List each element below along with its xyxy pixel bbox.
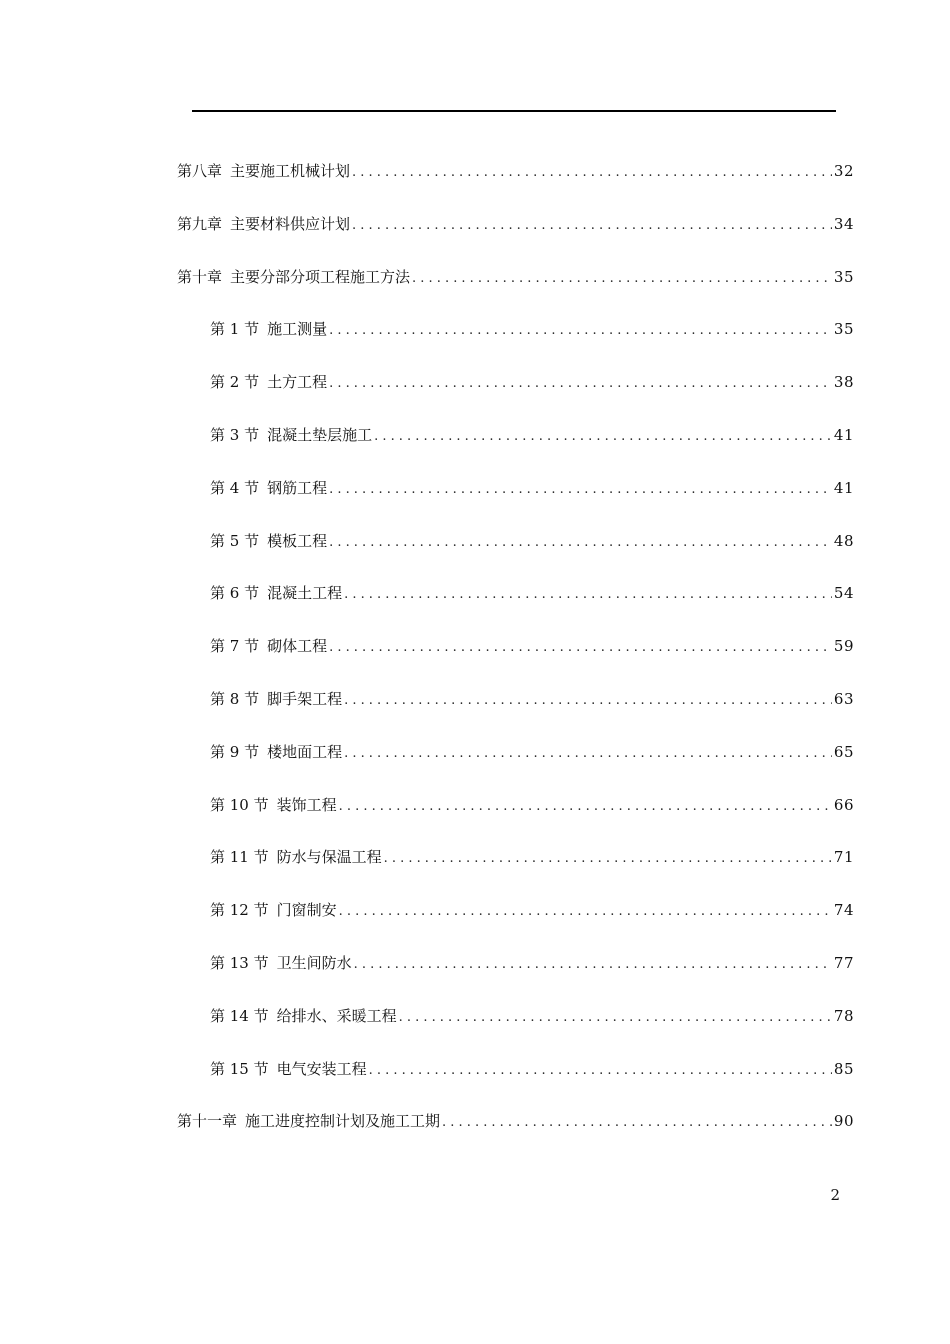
toc-entry-number: 第 1 节 xyxy=(210,320,260,339)
toc-entry-page: 41 xyxy=(833,426,854,444)
toc-leader-dots xyxy=(399,1005,832,1031)
toc-entry-page: 63 xyxy=(833,690,854,708)
toc-entry[interactable] xyxy=(210,686,854,712)
toc-entry-page: 35 xyxy=(833,267,854,286)
toc-leader-dots xyxy=(354,952,832,978)
toc-entry-page: 66 xyxy=(833,795,854,814)
toc-entry[interactable] xyxy=(210,475,854,501)
toc-entry-number: 第 8 节 xyxy=(210,690,260,708)
toc-entry-number: 第 15 节 xyxy=(210,1059,269,1078)
toc-leader-dots xyxy=(412,266,832,292)
toc-entry-label xyxy=(210,897,337,923)
toc-entry-number: 第 9 节 xyxy=(210,742,260,761)
toc-entry-label xyxy=(210,1056,367,1082)
toc-entry-page: 85 xyxy=(833,1059,854,1078)
toc-entry-page: 48 xyxy=(833,531,854,550)
toc-entry-title: 给排水、采暖工程 xyxy=(276,1006,397,1025)
page-number: 2 xyxy=(830,1186,840,1204)
toc-entry-label xyxy=(210,950,352,976)
toc-entry[interactable] xyxy=(210,844,854,870)
toc-entry-label xyxy=(210,580,342,606)
toc-entry-number: 第 3 节 xyxy=(210,426,260,444)
toc-entry-title: 门窗制安 xyxy=(276,901,337,920)
toc-leader-dots xyxy=(329,371,832,397)
toc-entry-title: 施工进度控制计划及施工工期 xyxy=(245,1112,441,1131)
toc-entry-label xyxy=(210,792,337,818)
toc-leader-dots xyxy=(352,160,832,186)
toc-entry-title: 土方工程 xyxy=(267,373,328,392)
toc-entry-label xyxy=(210,316,327,342)
toc-entry-number: 第 13 节 xyxy=(210,954,269,972)
toc-entry-number: 第 6 节 xyxy=(210,584,260,603)
toc-entry-page: 32 xyxy=(833,162,854,180)
toc-entry-title: 混凝土工程 xyxy=(267,584,343,603)
toc-entry[interactable] xyxy=(210,897,854,923)
toc-entry[interactable] xyxy=(177,264,854,290)
toc-entry-number: 第 4 节 xyxy=(210,478,260,497)
toc-leader-dots xyxy=(344,582,832,608)
toc-entry[interactable] xyxy=(177,211,854,237)
toc-leader-dots xyxy=(329,635,832,661)
toc-entry-page: 38 xyxy=(833,373,854,392)
toc-entry[interactable] xyxy=(210,950,854,976)
toc-entry-title: 主要施工机械计划 xyxy=(230,162,351,180)
toc-leader-dots xyxy=(344,688,832,714)
toc-entry[interactable] xyxy=(210,369,854,395)
toc-entry-page: 41 xyxy=(833,478,854,497)
toc-entry-title: 主要分部分项工程施工方法 xyxy=(230,267,411,286)
toc-entry-page: 78 xyxy=(833,1006,854,1025)
toc-entry-label xyxy=(177,158,350,184)
toc-leader-dots xyxy=(339,794,832,820)
toc-entry-page: 65 xyxy=(833,742,854,761)
toc-leader-dots xyxy=(442,1110,832,1136)
toc-entry-number: 第十一章 xyxy=(177,1112,238,1131)
toc-entry-title: 装饰工程 xyxy=(276,795,337,814)
toc-entry-label xyxy=(210,422,372,448)
toc-leader-dots xyxy=(329,530,832,556)
toc-entry-number: 第九章 xyxy=(177,214,223,233)
toc-entry[interactable] xyxy=(210,316,854,342)
toc-entry-title: 砌体工程 xyxy=(267,637,328,656)
toc-entry[interactable] xyxy=(210,633,854,659)
toc-entry-page: 34 xyxy=(833,214,854,233)
toc-entry-title: 楼地面工程 xyxy=(267,742,343,761)
toc-entry-label xyxy=(177,264,410,290)
toc-entry-number: 第 2 节 xyxy=(210,373,260,392)
toc-entry-number: 第 14 节 xyxy=(210,1006,269,1025)
toc-entry-title: 主要材料供应计划 xyxy=(230,214,351,233)
toc-leader-dots xyxy=(384,846,832,872)
toc-entry-title: 混凝土垫层施工 xyxy=(267,426,373,444)
toc-leader-dots xyxy=(369,1058,832,1084)
toc-leader-dots xyxy=(339,899,832,925)
toc-entry[interactable] xyxy=(210,739,854,765)
toc-entry[interactable] xyxy=(210,792,854,818)
toc-entry-label xyxy=(210,528,327,554)
toc-entry-title: 脚手架工程 xyxy=(267,690,343,708)
toc-entry-page: 71 xyxy=(833,848,854,867)
toc-leader-dots xyxy=(374,424,832,450)
toc-entry-number: 第十章 xyxy=(177,267,223,286)
toc-entry-label xyxy=(210,475,327,501)
header-rule xyxy=(192,110,836,112)
toc-entry[interactable] xyxy=(210,422,854,448)
toc-entry[interactable] xyxy=(210,1003,854,1029)
toc-entry-title: 卫生间防水 xyxy=(276,954,352,972)
toc-entry-number: 第 7 节 xyxy=(210,637,260,656)
toc-entry-label xyxy=(210,1003,397,1029)
toc-entry[interactable] xyxy=(210,580,854,606)
toc-entry-title: 防水与保温工程 xyxy=(276,848,382,867)
toc-entry-page: 35 xyxy=(833,320,854,339)
toc-entry-title: 钢筋工程 xyxy=(267,478,328,497)
toc-entry[interactable] xyxy=(177,158,854,184)
toc-leader-dots xyxy=(329,318,832,344)
toc-entry-label xyxy=(210,633,327,659)
toc-entry-title: 施工测量 xyxy=(267,320,328,339)
toc-entry-page: 54 xyxy=(833,584,854,603)
toc-entry-label xyxy=(210,686,342,712)
toc-entry-page: 59 xyxy=(833,637,854,656)
toc-entry-number: 第 10 节 xyxy=(210,795,269,814)
toc-leader-dots xyxy=(344,741,832,767)
toc-entry-page: 90 xyxy=(833,1112,854,1131)
toc-entry-label xyxy=(210,844,382,870)
toc-entry-label xyxy=(210,739,342,765)
toc-entry-page: 74 xyxy=(833,901,854,920)
toc-entry[interactable] xyxy=(177,1108,854,1134)
toc-entry[interactable] xyxy=(210,528,854,554)
toc-entry-label xyxy=(177,211,350,237)
toc-entry-number: 第 11 节 xyxy=(210,848,269,867)
toc-entry-title: 模板工程 xyxy=(267,531,328,550)
toc-entry-label xyxy=(177,1108,440,1134)
toc-entry-number: 第 5 节 xyxy=(210,531,260,550)
toc-entry-page: 77 xyxy=(833,954,854,972)
toc-entry-label xyxy=(210,369,327,395)
toc-entry-number: 第八章 xyxy=(177,162,223,180)
toc-entry-title: 电气安装工程 xyxy=(276,1059,367,1078)
toc-entry[interactable] xyxy=(210,1056,854,1082)
toc-leader-dots xyxy=(352,213,832,239)
toc-leader-dots xyxy=(329,477,832,503)
toc-entry-number: 第 12 节 xyxy=(210,901,269,920)
